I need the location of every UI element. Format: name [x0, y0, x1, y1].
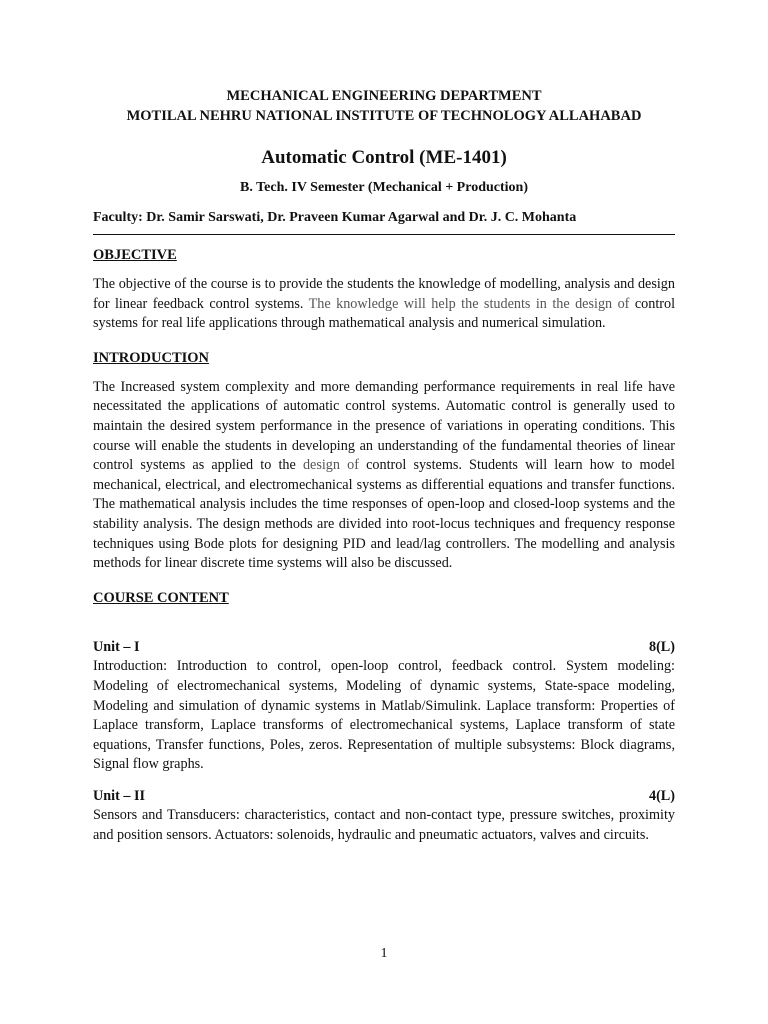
institute-name: MOTILAL NEHRU NATIONAL INSTITUTE OF TECHNOLOGY ALLAHABAD: [126, 108, 642, 124]
unit-2-description: Sensors and Transducers: characteristics, contact and non-contact type, pressure switches, proximity and position sensors. Actuators: solenoids, hydraulic and pneumatic actuators, valves and circuits.: [93, 807, 675, 844]
unit-1-hours: 8(L): [648, 638, 675, 655]
department-name: MECHANICAL ENGINEERING DEPARTMENT: [226, 88, 542, 104]
objective-text-part-2: The knowledge will help the students in the design of: [308, 295, 630, 312]
objective-text-part-3: control systems for real life applications through mathematical analysis and numerical simulation.: [93, 295, 676, 332]
objective-paragraph: [93, 275, 675, 334]
introduction-text-part-2: design of: [302, 457, 359, 474]
course-content-heading: COURSE CONTENT: [93, 589, 229, 606]
header-divider: [93, 234, 675, 235]
introduction-paragraph: [93, 378, 675, 574]
introduction-text-part-3: control systems. Students will learn how to model mechanical, electrical, and electromechanical systems as differential equations and transfer functions. The mathematical analysis includes the time responses of open-loop and closed-loop systems and the stability analysis. The design methods are divided into root-locus techniques and frequency response techniques using Bode plots for designing PID and lead/lag controllers. The modelling and analysis methods for linear discrete time systems will also be discussed.: [93, 457, 676, 572]
objective-heading: OBJECTIVE: [93, 247, 177, 263]
page-content: [93, 86, 675, 846]
unit-2-header: [93, 787, 675, 807]
course-title: Automatic Control (ME-1401): [261, 147, 507, 168]
semester-line: B. Tech. IV Semester (Mechanical + Production): [240, 180, 528, 195]
objective-text-part-1: The objective of the course is to provide the students the knowledge of modelling, analysis and design for linear feedback control systems.: [93, 276, 675, 312]
faculty-line: Faculty: Dr. Samir Sarswati, Dr. Praveen Kumar Agarwal and Dr. J. C. Mohanta: [93, 210, 577, 225]
unit-2-hours: 4(L): [648, 787, 675, 804]
introduction-heading: INTRODUCTION: [93, 349, 210, 366]
unit-1-title: Unit – I: [93, 638, 140, 655]
unit-1-header: [93, 638, 675, 658]
unit-1-description: Introduction: Introduction to control, open-loop control, feedback control. System modeling: Modeling of electromechanical systems, Modeling of dynamic systems, State-space modeling, Modeling and simulation of dynamic systems in Matlab/Simulink. Laplace transform: Properties of Laplace transform, Laplace transforms of electromechanical systems, Laplace transform of state equations, Transfer functions, Poles, zeros. Representation of multiple subsystems: Block diagrams, Signal flow graphs.: [93, 658, 675, 773]
page-number: 1: [380, 946, 388, 961]
introduction-text-part-1: The Increased system complexity and more demanding performance requirements in real life have necessitated the applications of automatic control systems. Automatic control is generally used to maintain the desired system performance in the presence of variations in operating conditions. This course will enable the students in developing an understanding of the fundamental theories of linear control systems as applied to the: [93, 378, 675, 474]
unit-2-title: Unit – II: [93, 787, 146, 804]
